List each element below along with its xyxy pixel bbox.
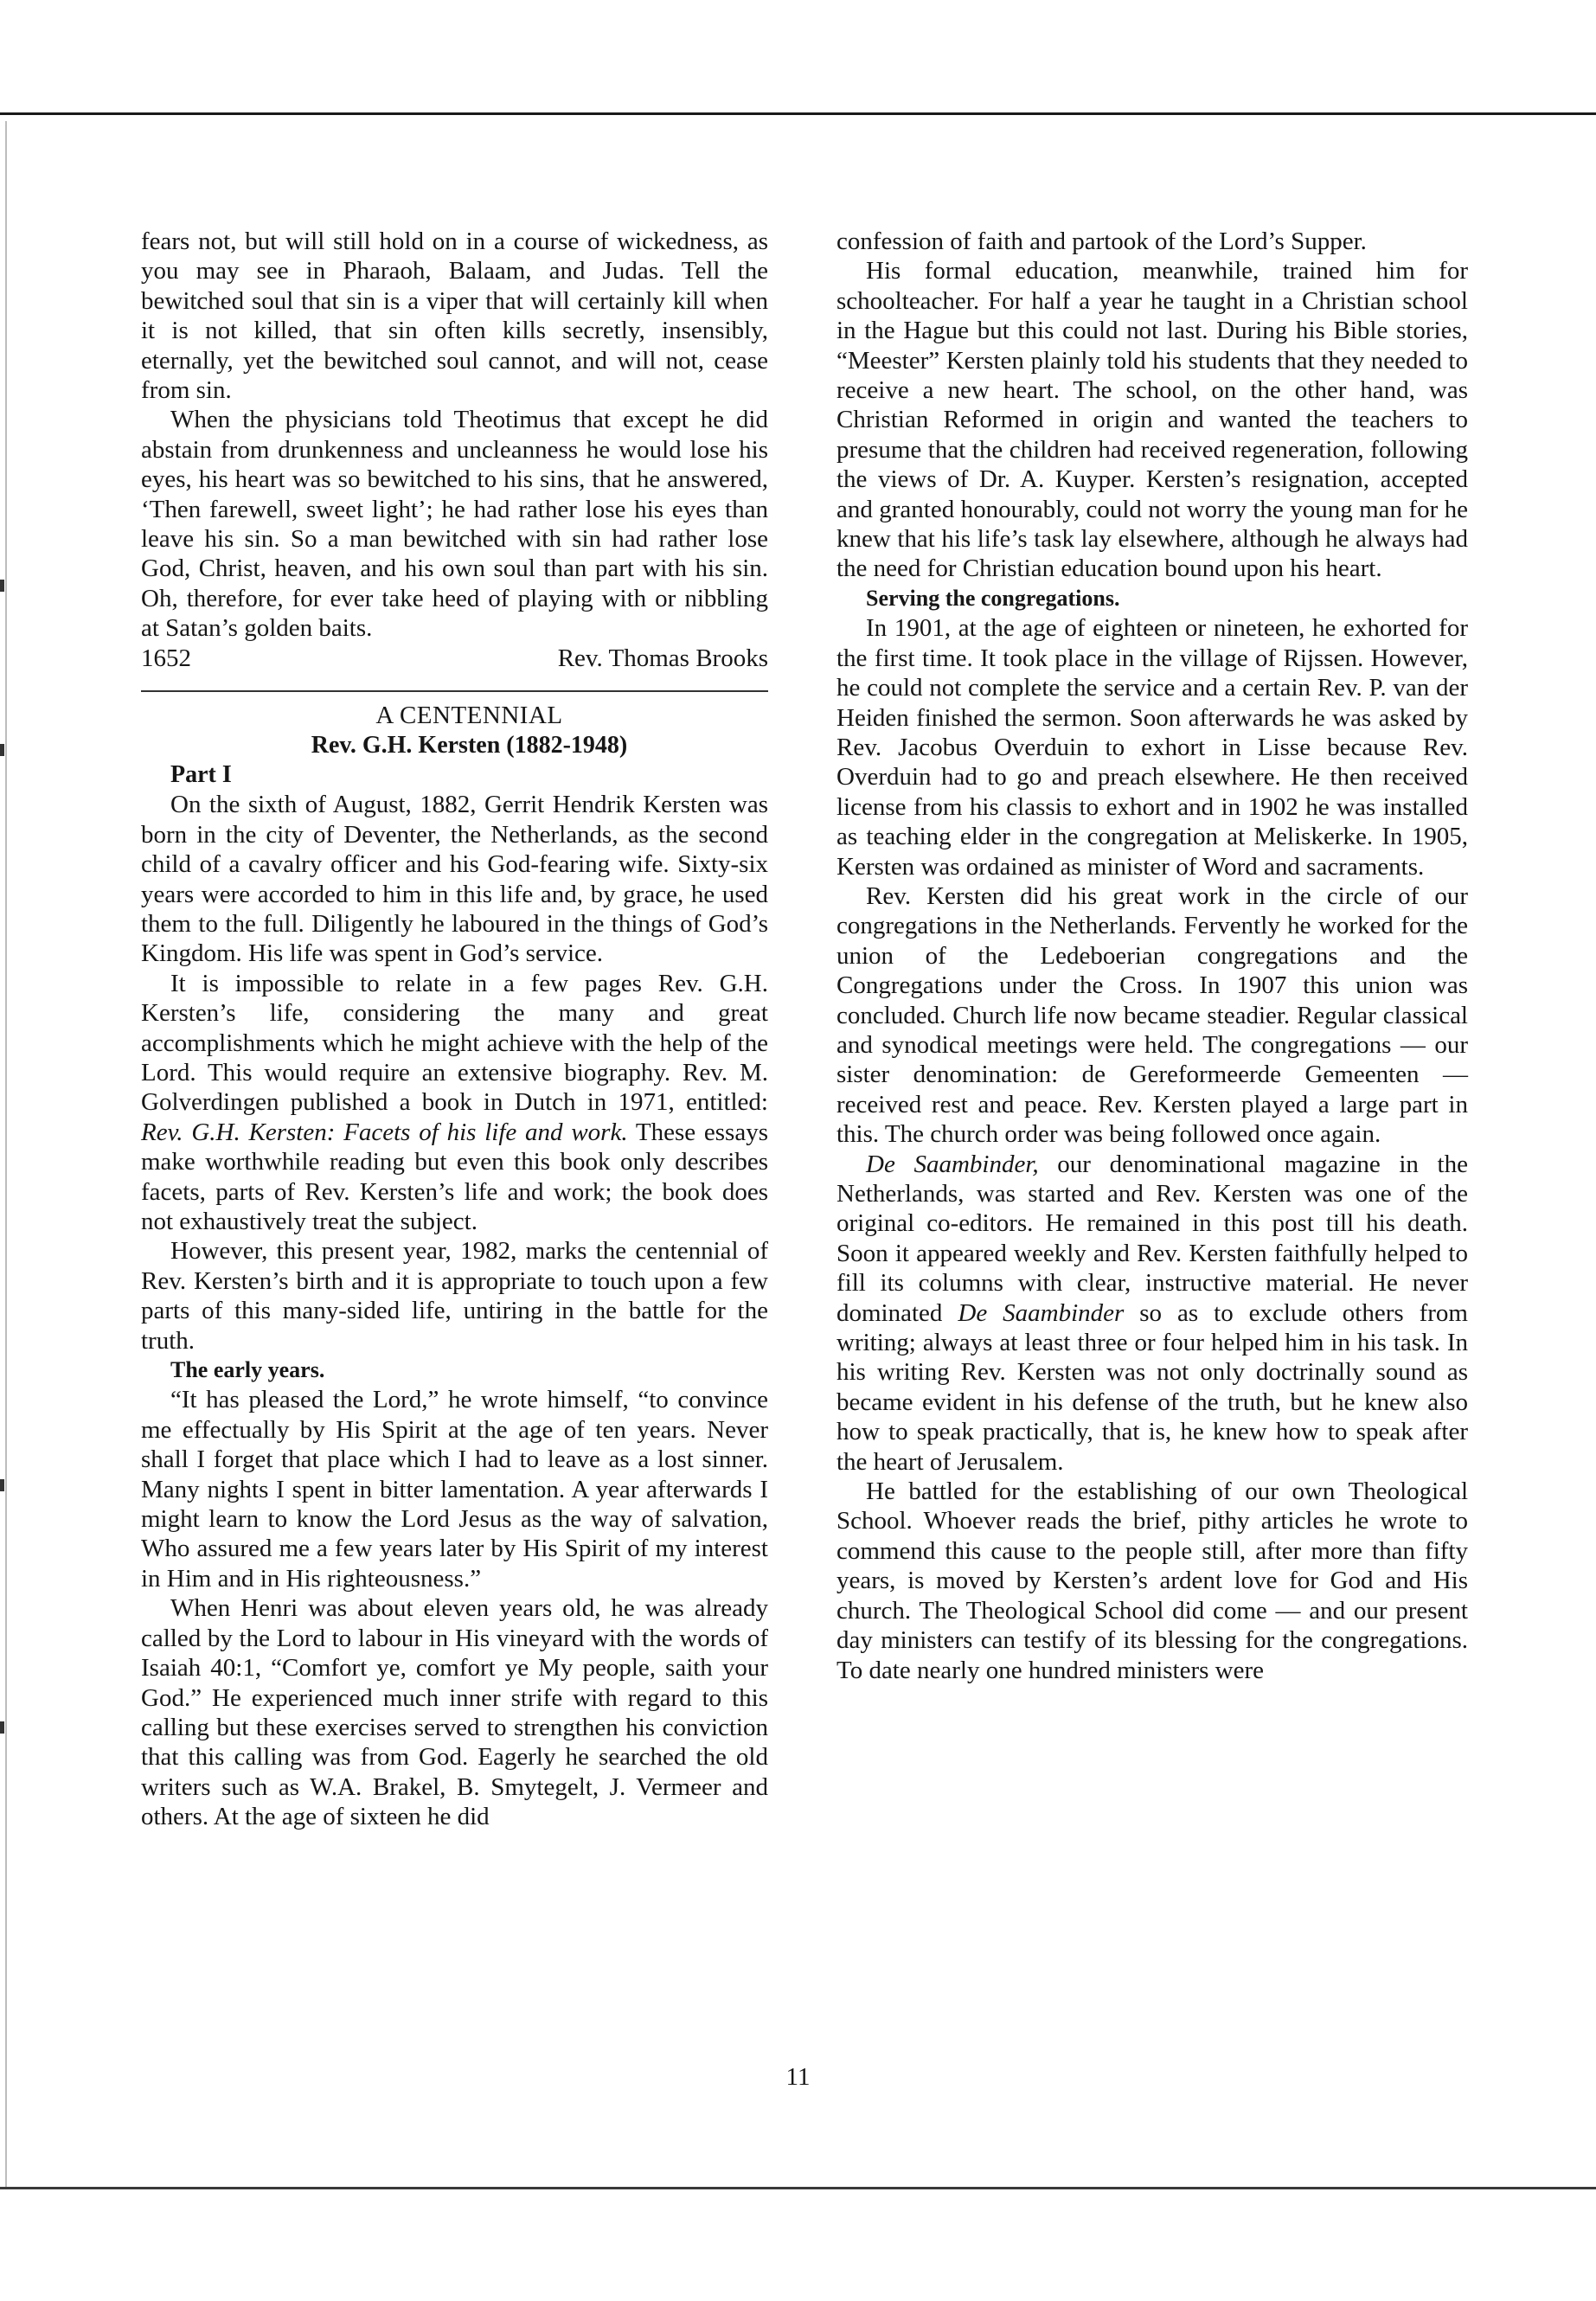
body-paragraph [141,969,768,1237]
article-subtitle: Rev. G.H. Kersten (1882-1948) [311,731,628,759]
magazine-title: De Saambinder, [866,1150,1039,1178]
body-paragraph: When Henri was about eleven years old, he was already called by the Lord to labour in His vineyard with the words of Isaiah 40:1, “Comfort ye, comfort ye My people, saith your God.” He experienced much inner strife with regard to this calling but these exercises served to strengthen his conviction that this calling was from God. Eagerly he searched the old writers such as W.A. Brakel, B. Smytegelt, J. Vermeer and others. At the age of sixteen he did [141,1594,768,1831]
body-paragraph: Rev. Kersten did his great work in the circle of our congregations in the Netherlands. Fervently he worked for the union of the Ledeboerian congregations and the Congregations under the Cross. In 1907 this union was concluded. Church life now became steadier. Regular classical and synodical meetings were held. The congregations — our sister denomination: de Gereformeerde Gemeenten — received rest and peace. Rev. Kersten played a large part in this. The church order was being followed once again. [836,881,1468,1149]
quote-signature [141,644,768,673]
body-paragraph: “It has pleased the Lord,” he wrote himself, “to convince me effectually by His Spirit at the age of ten years. Never shall I forget that place which I had to leave as a lost sinner. Many nights I spent in bitter lamentation. A year afterwards I might learn to know the Lord Jesus as the way of salvation, Who assured me a few years later by His Spirit of my interest in Him and in His righteousness.” [141,1386,768,1593]
scan-edge-mark [0,580,4,592]
right-column [836,227,1468,1685]
page-border-top [0,112,1596,115]
page-number: 11 [785,2063,811,2091]
page-border-left [5,121,7,2189]
quote-paragraph: fears not, but will still hold on in a course of wickedness, as you may see in Pharaoh, Balaam, and Judas. Tell the bewitched soul that sin is a viper that will certainly kill when it is not killed, that sin often kills secretly, insensibly, eternally, yet the bewitched soul cannot, and will not, cease from sin. [141,228,768,405]
body-paragraph [836,1150,1468,1477]
book-title: Rev. G.H. Kersten: Facets of his life and work. [141,1118,628,1146]
page-border-bottom [0,2187,1596,2189]
body-paragraph: confession of faith and partook of the Lord’s Supper. [836,228,1367,255]
body-paragraph: In 1901, at the age of eighteen or nineteen, he exhorted for the first time. It took place in the village of Rijssen. However, he could not complete the service and a certain Rev. P. van der Heiden finished the sermon. Soon afterwards he was asked by Rev. Jacobus Overduin to exhort in Lisse because Rev. Overduin had to go and preach elsewhere. He then received license from his classis to exhort and in 1902 he was installed as teaching elder in the congregation at Meliskerke. In 1905, Kersten was ordained as minister of Word and sacraments. [836,614,1468,881]
body-text: so as to exclude others from writing; always at least three or four helped him in his task. In his writing Rev. Kersten was not only doctrinally sound as became evident in his defense of the truth, but he knew also how to speak practically, that is, he knew how to speak after the heart of Jerusalem. [836,1298,1468,1476]
scan-edge-mark [0,744,4,756]
body-text: It is impossible to relate in a few pages Rev. G.H. Kersten’s life, considering the many and great accomplishments which he might achieve with the help of the Lord. This would require an extensive biography. Rev. M. Golverdingen published a book in Dutch in 1971, entitled: [141,969,768,1117]
article-title: A CENTENNIAL [375,702,563,730]
body-text: our denominational magazine in the Netherlands, was started and Rev. Kersten was one of the original co-editors. He remained in this post till his death. Soon it appeared weekly and Rev. Kersten faithfully helped to fill its columns with clear, instructive material. He never dominated [836,1150,1468,1327]
body-paragraph: However, this present year, 1982, marks the centennial of Rev. Kersten’s birth and it is appropriate to touch upon a few parts of this many-sided life, untiring in the battle for the truth. [141,1237,768,1355]
body-paragraph: His formal education, meanwhile, trained him for schoolteacher. For half a year he taught in a Christian school in the Hague but this could not last. During his Bible stories, “Meester” Kersten plainly told his students that they needed to receive a new heart. The school, on the other hand, was Christian Reformed in origin and wanted the teachers to presume that the children had received regeneration, following the views of Dr. A. Kuyper. Kersten’s resignation, accepted and granted honourably, could not worry the young man for he knew that his life’s task lay elsewhere, although he always had the need for Christian education bound upon his heart. [836,257,1468,583]
body-paragraph: On the sixth of August, 1882, Gerrit Hendrik Kersten was born in the city of Deventer, the Netherlands, as the second child of a cavalry officer and his God-fearing wife. Sixty-six years were accorded to him in this life and, by grace, he used them to the full. Diligently he laboured in the things of God’s Kingdom. His life was spent in God’s service. [141,791,768,968]
quote-author: Rev. Thomas Brooks [557,644,768,672]
part-heading: Part I [170,760,232,788]
quote-paragraph: When the physicians told Theotimus that except he did abstain from drunkenness and uncleanness he would lose his eyes, his heart was so bewitched to his sins, that he answered, ‘Then farewell, sweet light’; he had rather lose his eyes than leave his sin. So a man bewitched with sin had rather lose God, Christ, heaven, and his own soul than part with his sin. Oh, therefore, for ever take heed of playing with or nibbling at Satan’s golden baits. [141,406,768,643]
quote-year: 1652 [141,644,191,672]
scan-edge-mark [0,1479,4,1491]
scan-edge-mark [0,1721,4,1734]
section-heading: The early years. [170,1357,325,1383]
section-heading: Serving the congregations. [866,585,1120,611]
body-text: These essays make worthwhile reading but even this book only describes facets, parts of Rev. Kersten’s life and work; the book does not exhaustively treat the subject. [141,1118,768,1235]
magazine-title: De Saambinder [958,1298,1125,1327]
left-column [141,227,768,1832]
article-divider [141,690,768,692]
body-paragraph: He battled for the establishing of our own Theological School. Whoever reads the brief, pithy articles he wrote to commend this cause to the people still, after more than fifty years, is moved by Kersten’s ardent love for God and His church. The Theological School did come — and our present day ministers can testify of its blessing for the congregations. To date nearly one hundred ministers were [836,1477,1468,1684]
